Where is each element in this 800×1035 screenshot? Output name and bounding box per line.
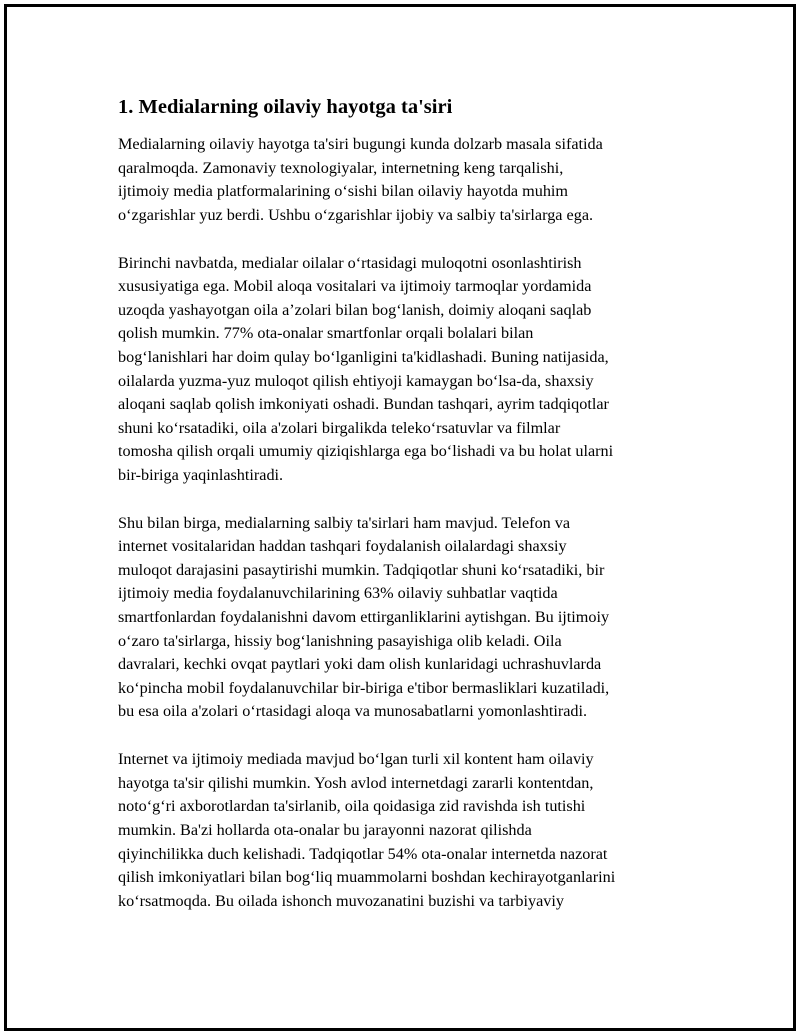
document-body <box>118 92 688 938</box>
text-line: smartfonlardan foydalanishni davom ettirganliklarini aytishgan. Bu ijtimoiy <box>118 608 610 627</box>
text-line: qiyinchilikka duch kelishadi. Tadqiqotlar 54% ota-onalar internetda nazorat <box>118 844 608 863</box>
text-line: bir-biriga yaqinlashtiradi. <box>118 465 284 484</box>
text-line: bog‘lanishlari har doim qulay bo‘lganligini ta'kidlashadi. Buning natijasida, <box>118 347 609 366</box>
text-line: o‘zaro ta'sirlarga, hissiy bog‘lanishning pasayishiga olib keladi. Oila <box>118 631 562 650</box>
text-line: shuni ko‘rsatadiki, oila a'zolari birgalikda teleko‘rsatuvlar va filmlar <box>118 418 561 437</box>
text-line: ko‘rsatmoqda. Bu oilada ishonch muvozanatini buzishi va tarbiyaviy <box>118 891 564 910</box>
text-line: ijtimoiy media foydalanuvchilarining 63% oilaviy suhbatlar vaqtida <box>118 584 558 603</box>
text-line: internet vositalaridan haddan tashqari foydalanish oilalardagi shaxsiy <box>118 537 567 556</box>
text-line: ko‘pincha mobil foydalanuvchilar bir-biriga e'tibor bermasliklari kuzatiladi, <box>118 678 610 697</box>
section-heading: 1. Medialarning oilaviy hayotga ta'siri <box>118 96 453 118</box>
text-line: o‘zgarishlar yuz berdi. Ushbu o‘zgarishlar ijobiy va salbiy ta'sirlarga ega. <box>118 205 594 224</box>
text-line: tomosha qilish orqali umumiy qiziqishlarga ega bo‘lishadi va bu holat ularni <box>118 442 614 461</box>
text-line: qilish imkoniyatlari bilan bog‘liq muammolarni boshdan kechirayotganlarini <box>118 868 616 887</box>
text-line: muloqot darajasini pasaytirishi mumkin. Tadqiqotlar shuni ko‘rsatadiki, bir <box>118 560 605 579</box>
text-line: qolish mumkin. 77% ota-onalar smartfonlar orqali bolalari bilan <box>118 324 534 343</box>
text-line: ijtimoiy media platformalarining o‘sishi bilan oilaviy hayotda muhim <box>118 182 569 201</box>
text-line: mumkin. Ba'zi hollarda ota-onalar bu jarayonni nazorat qilishda <box>118 821 532 839</box>
paragraph-2 <box>118 252 688 488</box>
text-line: uzoqda yashayotgan oila a’zolari bilan bog‘lanish, doimiy aloqani saqlab <box>118 300 592 319</box>
paragraph-1 <box>118 133 688 227</box>
paragraph-4 <box>118 748 688 913</box>
text-line: oilalarda yuzma-yuz muloqot qilish ehtiyoji kamaygan bo‘lsa-da, shaxsiy <box>118 371 594 390</box>
text-line: qaralmoqda. Zamonaviy texnologiyalar, internetning keng tarqalishi, <box>118 158 564 177</box>
text-line: noto‘g‘ri axborotlardan ta'sirlanib, oila qoidasiga zid ravishda ish tutishi <box>118 797 586 816</box>
text-line: hayotga ta'sir qilishi mumkin. Yosh avlod internetdagi zararli kontentdan, <box>118 773 594 792</box>
text-line: xususiyatiga ega. Mobil aloqa vositalari va ijtimoiy tarmoqlar yordamida <box>118 277 592 296</box>
text-line: Birinchi navbatda, medialar oilalar o‘rtasidagi muloqotni osonlashtirish <box>118 253 582 272</box>
text-line: Medialarning oilaviy hayotga ta'siri bugungi kunda dolzarb masala sifatida <box>118 135 603 153</box>
text-line: aloqani saqlab qolish imkoniyati oshadi. Bundan tashqari, ayrim tadqiqotlar <box>118 395 609 414</box>
text-line: Internet va ijtimoiy mediada mavjud bo‘lgan turli xil kontent ham oilaviy <box>118 750 594 769</box>
paragraph-3 <box>118 512 688 724</box>
text-line: davralari, kechki ovqat paytlari yoki dam olish kunlaridagi uchrashuvlarda <box>118 655 602 674</box>
text-line: bu esa oila a'zolari o‘rtasidagi aloqa va munosabatlarni yomonlashtiradi. <box>118 702 588 721</box>
text-line: Shu bilan birga, medialarning salbiy ta'sirlari ham mavjud. Telefon va <box>118 513 571 532</box>
